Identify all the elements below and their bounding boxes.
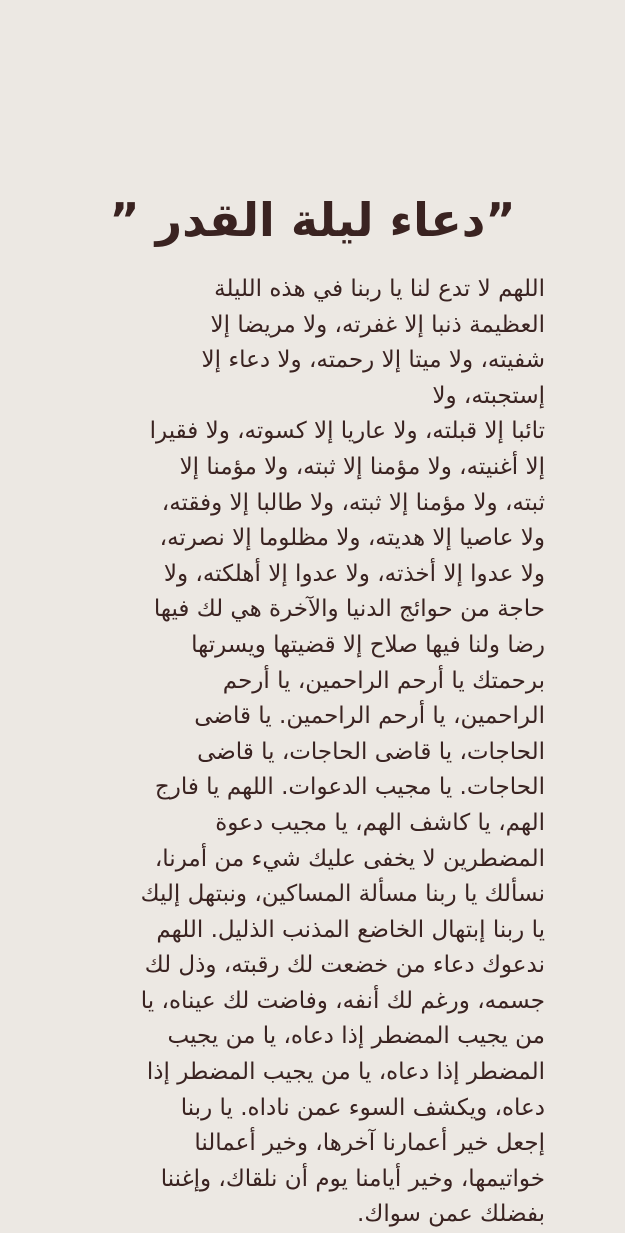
prayer-text bbox=[80, 272, 545, 1233]
text-line: رضا ولنا فيها صلاح إلا قضيتها ويسرتها bbox=[191, 631, 545, 658]
text-line: الحاجات، يا قاضى الحاجات، يا قاضى bbox=[197, 738, 545, 765]
text-line: حاجة من حوائج الدنيا والآخرة هي لك فيها bbox=[153, 596, 545, 623]
page-title: ”دعاء ليلة القدر ” bbox=[109, 193, 516, 247]
text-line: إجعل خير أعمارنا آخرها، وخير أعمالنا bbox=[194, 1130, 545, 1157]
text-line: العظيمة ذنبا إلا غفرته، ولا مريضا إلا bbox=[210, 311, 545, 338]
text-line: ولا عاصيا إلا هديته، ولا مظلوما إلا نصرته، bbox=[159, 525, 545, 552]
text-line: نسألك يا ربنا مسألة المساكين، ونبتهل إليك bbox=[140, 881, 545, 908]
text-line: اللهم لا تدع لنا يا ربنا في هذه الليلة bbox=[214, 276, 545, 302]
text-line: ندعوك دعاء من خضعت لك رقبته، وذل لك bbox=[144, 952, 545, 979]
text-line: دعاه، ويكشف السوء عمن ناداه. يا ربنا bbox=[180, 1094, 545, 1121]
text-line: المضطر إذا دعاه، يا من يجيب المضطر إذا bbox=[146, 1059, 545, 1086]
text-line: خواتيمها، وخير أيامنا يوم أن نلقاك، وإغننا bbox=[160, 1165, 545, 1192]
text-line: إستجبته، ولا bbox=[432, 382, 545, 409]
text-line: الحاجات. يا مجيب الدعوات. اللهم يا فارج bbox=[154, 774, 545, 801]
text-line: من يجيب المضطر إذا دعاه، يا من يجيب bbox=[167, 1023, 545, 1050]
text-line: المضطرين لا يخفى عليك شيء من أمرنا، bbox=[154, 845, 545, 872]
text-line: شفيته، ولا ميتا إلا رحمته، ولا دعاء إلا bbox=[201, 347, 545, 374]
text-line: الراحمين، يا أرحم الراحمين. يا قاضى bbox=[194, 703, 545, 730]
text-line: إلا أغنيته، ولا مؤمنا إلا ثبته، ولا مؤمنا إلا bbox=[179, 453, 545, 480]
text-line: ثبته، ولا مؤمنا إلا ثبته، ولا طالبا إلا وفقته، bbox=[161, 489, 545, 516]
text-line: الهم، يا كاشف الهم، يا مجيب دعوة bbox=[215, 809, 545, 836]
text-line: تائبا إلا قبلته، ولا عاريا إلا كسوته، ولا فقيرا bbox=[149, 418, 545, 445]
text-line: برحمتك يا أرحم الراحمين، يا أرحم bbox=[222, 667, 545, 694]
text-line: جسمه، ورغم لك أنفه، وفاضت لك عيناه، يا bbox=[140, 987, 545, 1014]
text-line: ولا عدوا إلا أخذته، ولا عدوا إلا أهلكته، ولا bbox=[163, 560, 545, 587]
text-line: بفضلك عمن سواك. bbox=[357, 1201, 545, 1228]
text-line: يا ربنا إبتهال الخاضع المذنب الذليل. اللهم bbox=[156, 916, 545, 943]
